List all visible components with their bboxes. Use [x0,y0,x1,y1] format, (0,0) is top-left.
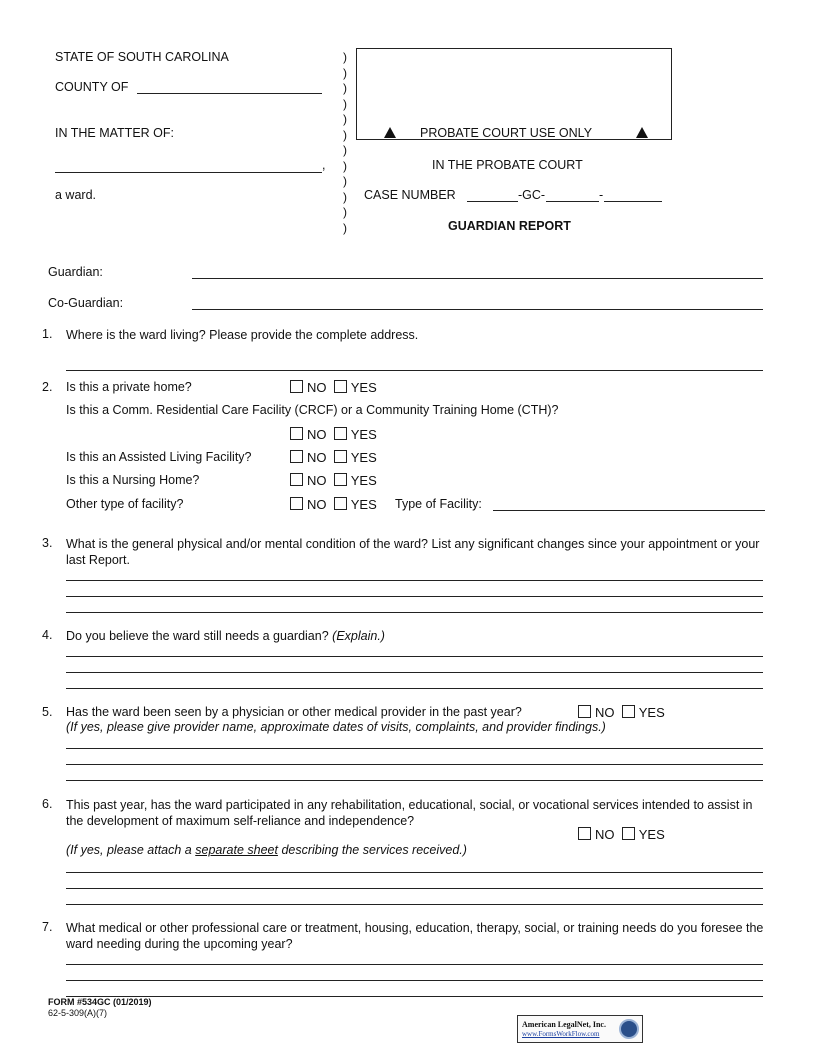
q7-text: What medical or other professional care or treatment, housing, education, therapy, social, or training needs do you foresee the ward needing during the upcoming year? [66,921,764,951]
no-checkbox[interactable] [290,473,303,486]
q2-nursing: Is this a Nursing Home? [66,473,200,487]
q2-crcf: Is this a Comm. Residential Care Facility (CRCF) or a Community Training Home (CTH)? [66,403,559,417]
q6-text: This past year, has the ward participated in any rehabilitation, educational, social, or vocational services intended to assist in the development of maximum self-reliance and independence? [66,798,753,828]
q4-text: Do you believe the ward still needs a guardian? (Explain.) [66,629,385,643]
q1-answer-line[interactable] [66,370,763,371]
case-number-part2[interactable] [546,201,599,202]
q5-answer-line[interactable] [66,748,763,749]
report-title: GUARDIAN REPORT [448,219,571,233]
no-checkbox[interactable] [290,497,303,510]
county-label: COUNTY OF [55,80,129,94]
yes-checkbox[interactable] [334,497,347,510]
ward-name-field[interactable] [55,172,322,173]
q6-answer-line[interactable] [66,904,763,905]
up-triangle-icon [384,127,396,138]
paren-column: ) ) ) ) ) ) ) ) ) ) ) ) [343,50,347,235]
yes-checkbox[interactable] [334,380,347,393]
no-checkbox[interactable] [578,705,591,718]
up-triangle-icon [636,127,648,138]
logo-line2: www.FormsWorkFlow.com [522,1030,600,1038]
q5-text: Has the ward been seen by a physician or other medical provider in the past year? [66,705,522,719]
q6-note: (If yes, please attach a separate sheet describing the services received.) [66,843,467,857]
q5-note: (If yes, please give provider name, approximate dates of visits, complaints, and provider findings.) [66,720,606,734]
no-checkbox[interactable] [290,427,303,440]
q5-options: NO YES [578,705,665,720]
q5-answer-line[interactable] [66,764,763,765]
q1-number: 1. [42,327,53,341]
q3-answer-line[interactable] [66,580,763,581]
type-of-facility-field[interactable] [493,510,765,511]
no-checkbox[interactable] [578,827,591,840]
court-use-label: PROBATE COURT USE ONLY [420,126,593,140]
ward-label: a ward. [55,188,96,202]
guardian-label: Guardian: [48,265,103,279]
ward-comma: , [322,158,326,172]
case-gc-label: -GC- [518,188,546,202]
q5-number: 5. [42,705,53,719]
q7-answer-line[interactable] [66,996,763,997]
state-label: STATE OF SOUTH CAROLINA [55,50,229,64]
yes-checkbox[interactable] [334,450,347,463]
q1-text: Where is the ward living? Please provide the complete address. [66,328,419,342]
q6-number: 6. [42,797,53,811]
q2-other: Other type of facility? [66,497,184,511]
q2-number: 2. [42,380,53,394]
q6-options: NO YES [578,827,665,842]
q3-number: 3. [42,536,53,550]
q2-nursing-options: NO YES [290,473,377,488]
q7-answer-line[interactable] [66,980,763,981]
q2-private-home: Is this a private home? [66,380,192,394]
matter-label: IN THE MATTER OF: [55,126,174,140]
q2-other-options: NO YES [290,497,377,512]
county-field[interactable] [137,93,322,94]
q6-answer-line[interactable] [66,888,763,889]
q4-number: 4. [42,628,53,642]
q3-answer-line[interactable] [66,596,763,597]
yes-checkbox[interactable] [622,827,635,840]
case-number-part3[interactable] [604,201,662,202]
logo-globe-icon [619,1019,639,1039]
q4-answer-line[interactable] [66,656,763,657]
coguardian-label: Co-Guardian: [48,296,124,310]
no-checkbox[interactable] [290,380,303,393]
q3-text: What is the general physical and/or mental condition of the ward? List any significant changes since your appointment or your last Report. [66,537,760,567]
case-dash-label: - [599,188,604,202]
yes-checkbox[interactable] [334,427,347,440]
case-number-part1[interactable] [467,201,518,202]
logo-line1: American LegalNet, Inc. [522,1020,606,1029]
type-of-facility-label: Type of Facility: [395,497,482,511]
statute-code: 62-5-309(A)(7) [48,1008,108,1018]
yes-checkbox[interactable] [622,705,635,718]
case-number-label: CASE NUMBER [364,188,456,202]
q5-answer-line[interactable] [66,780,763,781]
q2-assisted-options: NO YES [290,450,377,465]
in-probate-court-label: IN THE PROBATE COURT [432,158,583,172]
coguardian-field[interactable] [192,309,763,310]
guardian-field[interactable] [192,278,763,279]
no-checkbox[interactable] [290,450,303,463]
q7-number: 7. [42,920,53,934]
q2-assisted: Is this an Assisted Living Facility? [66,450,252,464]
form-number: FORM #534GC (01/2019) [48,997,152,1007]
q3-answer-line[interactable] [66,612,763,613]
q2-private-options: NO YES [290,380,377,395]
q6-answer-line[interactable] [66,872,763,873]
logo-badge [517,1015,643,1043]
q4-answer-line[interactable] [66,688,763,689]
q2-crcf-options: NO YES [290,427,377,442]
q4-answer-line[interactable] [66,672,763,673]
q7-answer-line[interactable] [66,964,763,965]
yes-checkbox[interactable] [334,473,347,486]
